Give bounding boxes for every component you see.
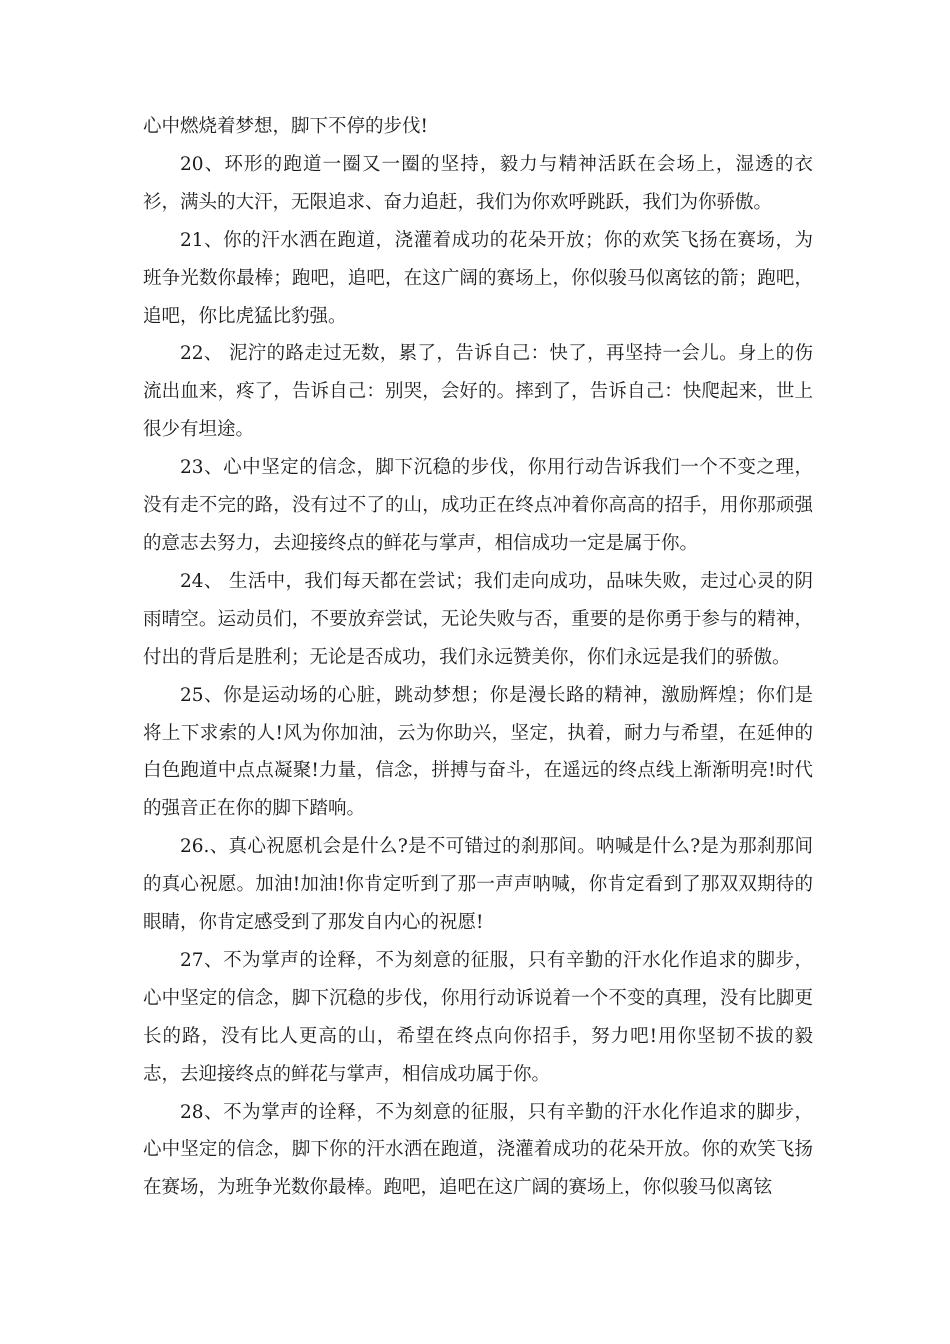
paragraph-25: 25、你是运动场的心脏，跳动梦想；你是漫长路的精神，激励辉煌；你们是将上下求索的人!风为你加油，云为你助兴，坚定，执着，耐力与希望，在延伸的白色跑道中点点凝聚!力量，信念，拼搏与奋斗，在遥远的终点线上渐渐明亮!时代的强音正在你的脚下踏响。	[143, 684, 814, 820]
paragraph-22: 22、 泥泞的路走过无数，累了，告诉自己：快了，再坚持一会儿。身上的伤流出血来，疼了，告诉自己：别哭，会好的。摔到了，告诉自己：快爬起来，世上很少有坦途。	[143, 343, 813, 441]
paragraph-28: 28、不为掌声的诠释，不为刻意的征服，只有辛勤的汗水化作追求的脚步，心中坚定的信念，脚下你的汗水洒在跑道，浇灌着成功的花朵开放。你的欢笑飞扬在赛场，为班争光数你最棒。跑吧，追吧在这广阔的赛场上，你似骏马似离铉	[143, 1101, 813, 1199]
paragraph-23: 23、心中坚定的信念，脚下沉稳的步伐，你用行动告诉我们一个不变之理，没有走不完的路，没有过不了的山，成功正在终点冲着你高高的招手，用你那顽强的意志去努力，去迎接终点的鲜花与掌声，相信成功一定是属于你。	[143, 457, 813, 554]
paragraph-27: 27、不为掌声的诠释，不为刻意的征服，只有辛勤的汗水化作追求的脚步，心中坚定的信念，脚下沉稳的步伐，你用行动诉说着一个不变的真理，没有比脚更长的路，没有比人更高的山，希望在终点向你招手，努力吧!用你坚韧不拔的毅志，去迎接终点的鲜花与掌声，相信成功属于你。	[143, 949, 813, 1085]
paragraph-26: 26.、真心祝愿机会是什么?是不可错过的刹那间。呐喊是什么?是为那刹那间的真心祝愿。加油!加油!你肯定听到了那一声声呐喊，你肯定看到了那双双期待的眼睛，你肯定感受到了那发自内心的祝愿!	[143, 836, 813, 934]
paragraph-20: 20、环形的跑道一圈又一圈的坚持，毅力与精神活跃在会场上，湿透的衣衫，满头的大汗，无限追求、奋力追赶，我们为你欢呼跳跃，我们为你骄傲。	[143, 153, 813, 213]
paragraph-continuation: 心中燃烧着梦想，脚下不停的步伐!	[143, 116, 428, 137]
paragraph-24: 24、 生活中，我们每天都在尝试；我们走向成功，品味失败，走过心灵的阴雨晴空。运动员们，不要放弃尝试，无论失败与否，重要的是你勇于参与的精神，付出的背后是胜利；无论是否成功，我们永远赞美你，你们永远是我们的骄傲。	[143, 570, 813, 668]
paragraph-21: 21、你的汗水洒在跑道，浇灌着成功的花朵开放；你的欢笑飞扬在赛场，为班争光数你最棒；跑吧，追吧，在这广阔的赛场上，你似骏马似离铉的箭；跑吧，追吧，你比虎猛比豹强。	[143, 229, 813, 327]
document-page	[143, 108, 813, 1207]
